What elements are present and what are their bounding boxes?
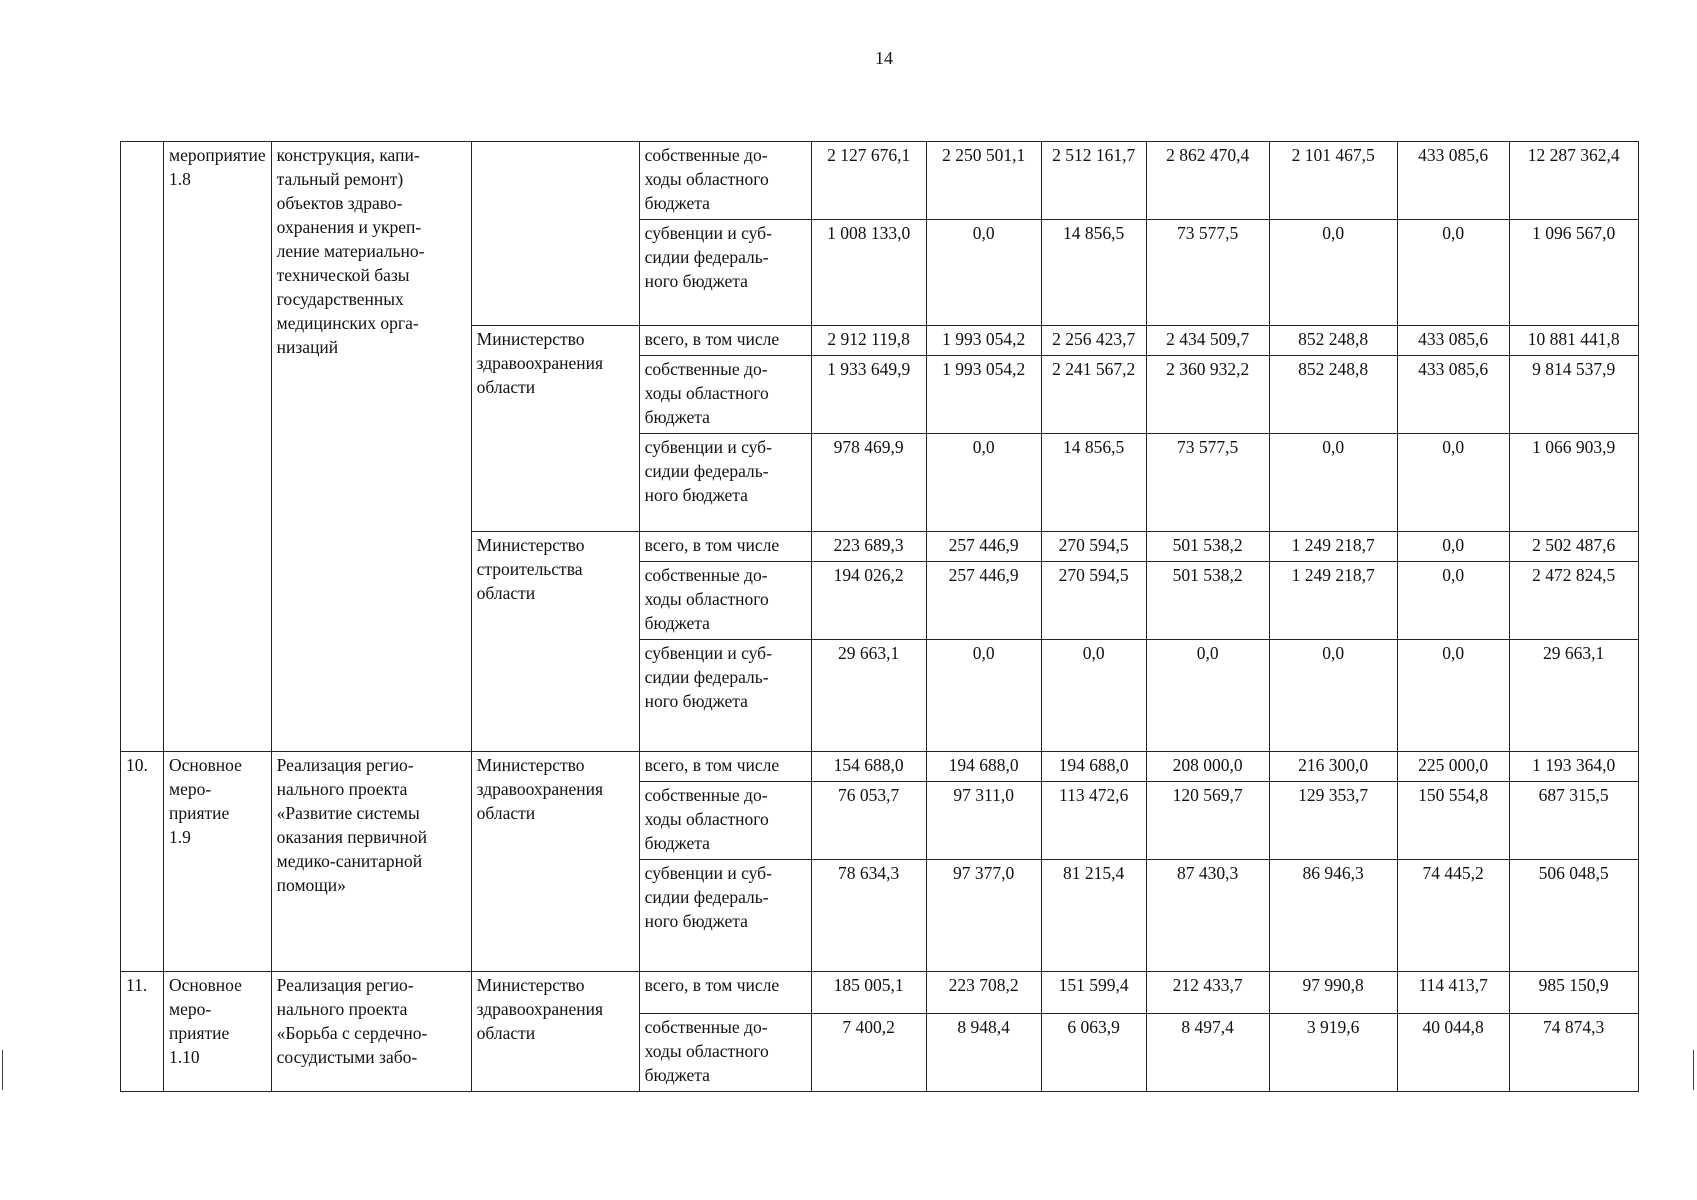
- value-cell: 225 000,0: [1397, 752, 1509, 782]
- source-own-budget: собственные до- ходы областного бюджета: [639, 356, 811, 434]
- value-cell: 40 044,8: [1397, 1014, 1509, 1092]
- source-total: всего, в том числе: [639, 532, 811, 562]
- value-cell: 2 360 932,2: [1146, 356, 1269, 434]
- value-cell: 433 085,6: [1397, 356, 1509, 434]
- source-own-budget: собственные до- ходы областного бюджета: [639, 142, 811, 220]
- value-cell: 2 912 119,8: [811, 326, 926, 356]
- value-cell: 0,0: [1269, 220, 1397, 326]
- value-cell: 2 502 487,6: [1509, 532, 1638, 562]
- source-federal: субвенции и суб- сидии федераль- ного бюджета: [639, 434, 811, 532]
- value-cell: 86 946,3: [1269, 860, 1397, 972]
- value-cell: 194 688,0: [926, 752, 1041, 782]
- value-cell: 73 577,5: [1146, 434, 1269, 532]
- measure-type-cell: Основное меро- приятие 1.9: [164, 752, 272, 972]
- value-cell: 223 689,3: [811, 532, 926, 562]
- value-cell: 29 663,1: [811, 640, 926, 752]
- page-number: 14: [875, 48, 893, 68]
- value-cell: 257 446,9: [926, 532, 1041, 562]
- value-cell: 154 688,0: [811, 752, 926, 782]
- executor-cell: Министерство строительства области: [471, 532, 639, 752]
- value-cell: 74 445,2: [1397, 860, 1509, 972]
- value-cell: 433 085,6: [1397, 142, 1509, 220]
- value-cell: 185 005,1: [811, 972, 926, 1014]
- value-cell: 0,0: [926, 640, 1041, 752]
- value-cell: 1 193 364,0: [1509, 752, 1638, 782]
- measure-type-cell: мероприятие 1.8: [164, 142, 272, 752]
- budget-table: [120, 141, 1639, 1092]
- source-own-budget: собственные до- ходы областного бюджета: [639, 1014, 811, 1092]
- value-cell: 978 469,9: [811, 434, 926, 532]
- value-cell: 433 085,6: [1397, 326, 1509, 356]
- value-cell: 12 287 362,4: [1509, 142, 1638, 220]
- value-cell: 6 063,9: [1041, 1014, 1146, 1092]
- executor-cell: Министерство здравоохранения области: [471, 326, 639, 532]
- value-cell: 194 026,2: [811, 562, 926, 640]
- value-cell: 8 497,4: [1146, 1014, 1269, 1092]
- value-cell: 97 311,0: [926, 782, 1041, 860]
- value-cell: 14 856,5: [1041, 434, 1146, 532]
- value-cell: 216 300,0: [1269, 752, 1397, 782]
- value-cell: 0,0: [1269, 640, 1397, 752]
- value-cell: 1 933 649,9: [811, 356, 926, 434]
- value-cell: 0,0: [1397, 434, 1509, 532]
- value-cell: 8 948,4: [926, 1014, 1041, 1092]
- value-cell: 687 315,5: [1509, 782, 1638, 860]
- measure-title-cell: Реализация регио- нального проекта «Борьба с сердечно- сосудистыми забо-: [271, 972, 471, 1092]
- value-cell: 1 249 218,7: [1269, 532, 1397, 562]
- value-cell: 113 472,6: [1041, 782, 1146, 860]
- value-cell: 2 250 501,1: [926, 142, 1041, 220]
- measure-title-cell: конструкция, капи- тальный ремонт) объектов здраво- охранения и укреп- ление материально- технической базы государственных медицинских орга- низаций: [271, 142, 471, 752]
- value-cell: 0,0: [1397, 532, 1509, 562]
- value-cell: 223 708,2: [926, 972, 1041, 1014]
- value-cell: 1 096 567,0: [1509, 220, 1638, 326]
- executor-cell: Министерство здравоохранения области: [471, 752, 639, 972]
- value-cell: 78 634,3: [811, 860, 926, 972]
- value-cell: 76 053,7: [811, 782, 926, 860]
- value-cell: 0,0: [1146, 640, 1269, 752]
- table-row: [121, 142, 1639, 220]
- value-cell: 97 377,0: [926, 860, 1041, 972]
- value-cell: 270 594,5: [1041, 532, 1146, 562]
- executor-cell: Министерство здравоохранения области: [471, 972, 639, 1092]
- value-cell: 151 599,4: [1041, 972, 1146, 1014]
- value-cell: 2 256 423,7: [1041, 326, 1146, 356]
- source-own-budget: собственные до- ходы областного бюджета: [639, 562, 811, 640]
- value-cell: 120 569,7: [1146, 782, 1269, 860]
- source-total: всего, в том числе: [639, 752, 811, 782]
- source-own-budget: собственные до- ходы областного бюджета: [639, 782, 811, 860]
- value-cell: 0,0: [926, 220, 1041, 326]
- value-cell: 2 472 824,5: [1509, 562, 1638, 640]
- value-cell: 129 353,7: [1269, 782, 1397, 860]
- value-cell: 1 249 218,7: [1269, 562, 1397, 640]
- value-cell: 0,0: [1397, 220, 1509, 326]
- value-cell: 2 101 467,5: [1269, 142, 1397, 220]
- value-cell: 2 241 567,2: [1041, 356, 1146, 434]
- measure-title-cell: Реализация регио- нального проекта «Развитие системы оказания первичной медико-санитарной помощи»: [271, 752, 471, 972]
- row-index-cell: 10.: [121, 752, 164, 972]
- value-cell: 1 008 133,0: [811, 220, 926, 326]
- value-cell: 73 577,5: [1146, 220, 1269, 326]
- value-cell: 501 538,2: [1146, 562, 1269, 640]
- value-cell: 2 127 676,1: [811, 142, 926, 220]
- table-row: [121, 972, 1639, 1014]
- value-cell: 2 512 161,7: [1041, 142, 1146, 220]
- value-cell: 2 862 470,4: [1146, 142, 1269, 220]
- value-cell: 1 993 054,2: [926, 356, 1041, 434]
- value-cell: 852 248,8: [1269, 326, 1397, 356]
- value-cell: 7 400,2: [811, 1014, 926, 1092]
- value-cell: 150 554,8: [1397, 782, 1509, 860]
- source-federal: субвенции и суб- сидии федераль- ного бюджета: [639, 640, 811, 752]
- value-cell: 985 150,9: [1509, 972, 1638, 1014]
- value-cell: 87 430,3: [1146, 860, 1269, 972]
- row-index-cell: 11.: [121, 972, 164, 1092]
- source-total: всего, в том числе: [639, 972, 811, 1014]
- value-cell: 81 215,4: [1041, 860, 1146, 972]
- value-cell: 506 048,5: [1509, 860, 1638, 972]
- row-index-cell: [121, 142, 164, 752]
- source-federal: субвенции и суб- сидии федераль- ного бюджета: [639, 220, 811, 326]
- source-total: всего, в том числе: [639, 326, 811, 356]
- right-margin-mark: [1693, 1050, 1694, 1090]
- value-cell: 29 663,1: [1509, 640, 1638, 752]
- value-cell: 212 433,7: [1146, 972, 1269, 1014]
- value-cell: 0,0: [1041, 640, 1146, 752]
- value-cell: 852 248,8: [1269, 356, 1397, 434]
- value-cell: 97 990,8: [1269, 972, 1397, 1014]
- value-cell: 0,0: [926, 434, 1041, 532]
- value-cell: 74 874,3: [1509, 1014, 1638, 1092]
- value-cell: 1 993 054,2: [926, 326, 1041, 356]
- value-cell: 2 434 509,7: [1146, 326, 1269, 356]
- executor-cell: [471, 142, 639, 326]
- value-cell: 501 538,2: [1146, 532, 1269, 562]
- value-cell: 9 814 537,9: [1509, 356, 1638, 434]
- value-cell: 0,0: [1397, 640, 1509, 752]
- value-cell: 194 688,0: [1041, 752, 1146, 782]
- value-cell: 208 000,0: [1146, 752, 1269, 782]
- table-row: [121, 752, 1639, 782]
- value-cell: 14 856,5: [1041, 220, 1146, 326]
- value-cell: 0,0: [1269, 434, 1397, 532]
- value-cell: 270 594,5: [1041, 562, 1146, 640]
- value-cell: 10 881 441,8: [1509, 326, 1638, 356]
- value-cell: 1 066 903,9: [1509, 434, 1638, 532]
- measure-type-cell: Основное меро- приятие 1.10: [164, 972, 272, 1092]
- source-federal: субвенции и суб- сидии федераль- ного бюджета: [639, 860, 811, 972]
- left-margin-mark: [2, 1050, 3, 1090]
- value-cell: 114 413,7: [1397, 972, 1509, 1014]
- value-cell: 257 446,9: [926, 562, 1041, 640]
- value-cell: 3 919,6: [1269, 1014, 1397, 1092]
- value-cell: 0,0: [1397, 562, 1509, 640]
